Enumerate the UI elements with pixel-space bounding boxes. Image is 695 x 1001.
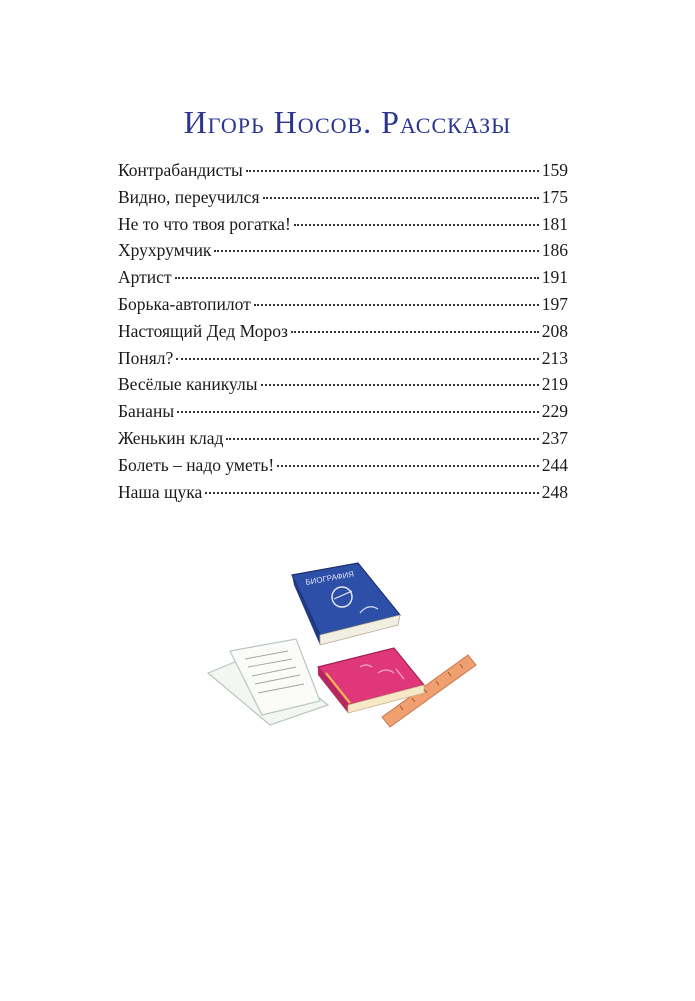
toc-leader-dots bbox=[291, 331, 539, 333]
toc-leader-dots bbox=[261, 384, 539, 386]
paper-sheets-icon bbox=[208, 639, 328, 725]
toc-entry-page-number: 229 bbox=[541, 401, 568, 422]
toc-entry-title: Контрабандисты bbox=[118, 160, 243, 180]
toc-entry-title: Настоящий Дед Мороз bbox=[118, 320, 288, 341]
toc-entry-page-number: 248 bbox=[541, 481, 568, 502]
toc-entry-title: Бананы bbox=[118, 401, 175, 422]
toc-entry bbox=[118, 428, 568, 455]
toc-entry-title: Болеть – надо уметь! bbox=[118, 454, 275, 475]
toc-entry-title: Понял? bbox=[118, 347, 174, 368]
toc-leader-dots bbox=[175, 277, 539, 279]
toc-entry-page-number: 237 bbox=[541, 427, 568, 448]
toc-entry-page-number: 208 bbox=[541, 320, 568, 341]
toc-leader-dots bbox=[294, 224, 539, 226]
toc-entry bbox=[118, 374, 568, 401]
toc-leader-dots bbox=[277, 465, 539, 467]
blue-book-cover-text: БИОГРАФИЯ bbox=[304, 569, 355, 587]
toc-entry bbox=[118, 187, 568, 214]
toc-leader-dots bbox=[246, 170, 539, 172]
toc-entry-page-number: 244 bbox=[541, 454, 568, 475]
toc-entry-page-number: 219 bbox=[541, 374, 568, 395]
toc-leader-dots bbox=[177, 411, 539, 413]
toc-leader-dots bbox=[214, 250, 538, 252]
toc-entry-page-number: 186 bbox=[541, 240, 568, 261]
toc-entry-title: Не то что твоя рогатка! bbox=[118, 213, 291, 234]
toc-entry-page-number: 213 bbox=[541, 347, 568, 368]
toc-entry bbox=[118, 401, 568, 428]
page-title: Игорь Носов. Рассказы bbox=[183, 104, 512, 140]
toc-entry-page-number: 175 bbox=[541, 186, 568, 207]
toc-entry-title: Видно, переучился bbox=[118, 186, 260, 207]
toc-entry-title: Хрухрумчик bbox=[118, 240, 212, 261]
toc-leader-dots bbox=[176, 358, 538, 360]
toc-entry-title: Весёлые каникулы bbox=[118, 374, 258, 395]
toc-entry-page-number: 159 bbox=[541, 160, 568, 180]
toc-entry-title: Женькин клад bbox=[118, 427, 224, 448]
toc-entry-title: Борька-автопилот bbox=[118, 293, 251, 314]
toc-leader-dots bbox=[226, 438, 538, 440]
toc-entry-title: Наша щука bbox=[118, 481, 203, 502]
toc-entry bbox=[118, 214, 568, 241]
toc-entry bbox=[118, 267, 568, 294]
toc-leader-dots bbox=[263, 197, 539, 199]
toc-entry bbox=[118, 160, 568, 187]
toc-leader-dots bbox=[205, 492, 538, 494]
toc-entry-page-number: 181 bbox=[541, 213, 568, 234]
toc-entry bbox=[118, 240, 568, 267]
toc-leader-dots bbox=[254, 304, 539, 306]
toc-entry bbox=[118, 348, 568, 375]
toc-entry-title: Артист bbox=[118, 267, 172, 288]
table-of-contents bbox=[118, 160, 568, 508]
toc-entry bbox=[118, 321, 568, 348]
books-illustration bbox=[200, 555, 480, 730]
toc-entry bbox=[118, 482, 568, 509]
toc-entry bbox=[118, 455, 568, 482]
toc-entry-page-number: 191 bbox=[541, 267, 568, 288]
blue-book-icon bbox=[292, 563, 400, 645]
toc-entry bbox=[118, 294, 568, 321]
toc-entry-page-number: 197 bbox=[541, 293, 568, 314]
